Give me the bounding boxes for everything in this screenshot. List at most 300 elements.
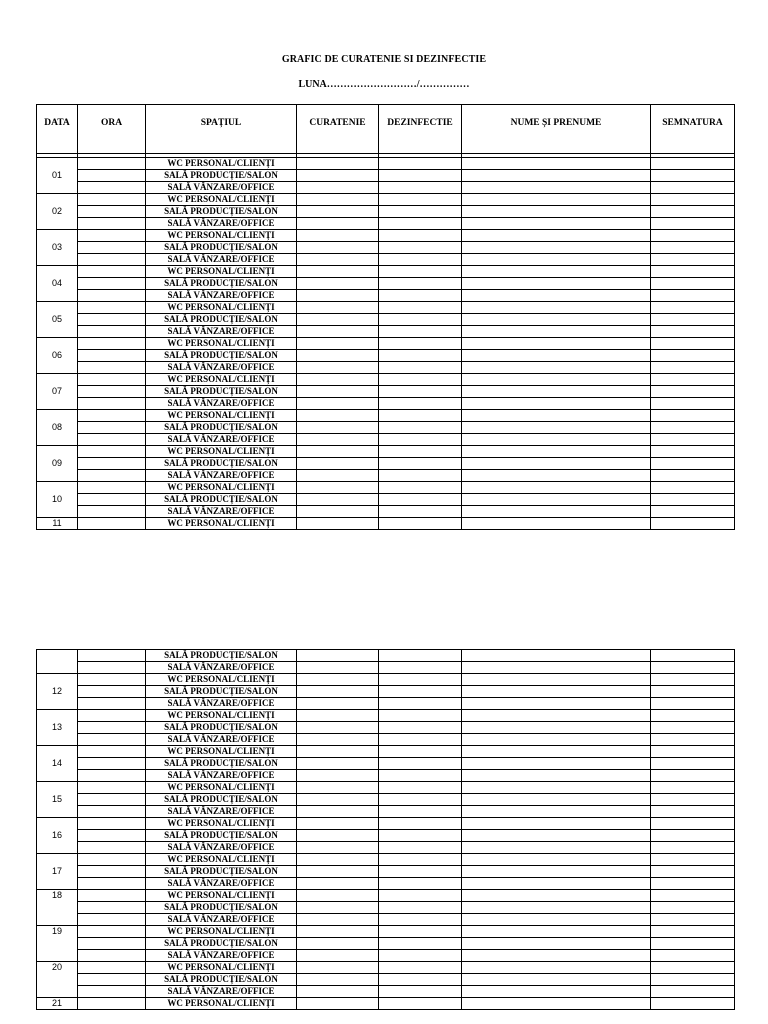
- nume-cell: [462, 710, 651, 722]
- nume-cell: [462, 398, 651, 410]
- date-cell: 02: [37, 194, 78, 230]
- nume-cell: [462, 902, 651, 914]
- semnatura-cell: [651, 350, 735, 362]
- table-row: [37, 770, 735, 782]
- dezinfectie-cell: [379, 218, 462, 230]
- nume-cell: [462, 806, 651, 818]
- dezinfectie-cell: [379, 782, 462, 794]
- ora-cell: [78, 842, 146, 854]
- space-cell: SALĂ VÂNZARE/OFFICE: [146, 182, 297, 194]
- nume-cell: [462, 206, 651, 218]
- dezinfectie-cell: [379, 374, 462, 386]
- curatenie-cell: [297, 746, 379, 758]
- table-row: [37, 938, 735, 950]
- curatenie-cell: [297, 734, 379, 746]
- ora-cell: [78, 854, 146, 866]
- dezinfectie-cell: [379, 974, 462, 986]
- space-cell: SALĂ PRODUCȚIE/SALON: [146, 794, 297, 806]
- ora-cell: [78, 482, 146, 494]
- nume-cell: [462, 686, 651, 698]
- table-row: [37, 266, 735, 278]
- dezinfectie-cell: [379, 758, 462, 770]
- ora-cell: [78, 866, 146, 878]
- table-row: [37, 482, 735, 494]
- semnatura-cell: [651, 338, 735, 350]
- header-semnatura: SEMNATURA: [651, 105, 735, 154]
- table-row: [37, 806, 735, 818]
- dezinfectie-cell: [379, 674, 462, 686]
- dezinfectie-cell: [379, 458, 462, 470]
- curatenie-cell: [297, 494, 379, 506]
- nume-cell: [462, 458, 651, 470]
- space-cell: WC PERSONAL/CLIENȚI: [146, 818, 297, 830]
- ora-cell: [78, 494, 146, 506]
- ora-cell: [78, 398, 146, 410]
- ora-cell: [78, 662, 146, 674]
- curatenie-cell: [297, 962, 379, 974]
- ora-cell: [78, 986, 146, 998]
- space-cell: WC PERSONAL/CLIENȚI: [146, 746, 297, 758]
- space-cell: WC PERSONAL/CLIENȚI: [146, 854, 297, 866]
- nume-cell: [462, 962, 651, 974]
- date-cell: 13: [37, 710, 78, 746]
- nume-cell: [462, 662, 651, 674]
- table-row: [37, 794, 735, 806]
- space-cell: WC PERSONAL/CLIENȚI: [146, 194, 297, 206]
- space-cell: WC PERSONAL/CLIENȚI: [146, 230, 297, 242]
- space-cell: WC PERSONAL/CLIENȚI: [146, 890, 297, 902]
- ora-cell: [78, 998, 146, 1010]
- curatenie-cell: [297, 842, 379, 854]
- curatenie-cell: [297, 938, 379, 950]
- curatenie-cell: [297, 314, 379, 326]
- date-cell: 04: [37, 266, 78, 302]
- nume-cell: [462, 770, 651, 782]
- space-cell: SALĂ VÂNZARE/OFFICE: [146, 698, 297, 710]
- ora-cell: [78, 722, 146, 734]
- semnatura-cell: [651, 986, 735, 998]
- nume-cell: [462, 938, 651, 950]
- nume-cell: [462, 470, 651, 482]
- semnatura-cell: [651, 302, 735, 314]
- semnatura-cell: [651, 494, 735, 506]
- dezinfectie-cell: [379, 806, 462, 818]
- space-cell: SALĂ VÂNZARE/OFFICE: [146, 914, 297, 926]
- semnatura-cell: [651, 782, 735, 794]
- space-cell: SALĂ VÂNZARE/OFFICE: [146, 434, 297, 446]
- ora-cell: [78, 878, 146, 890]
- semnatura-cell: [651, 866, 735, 878]
- curatenie-cell: [297, 686, 379, 698]
- curatenie-cell: [297, 242, 379, 254]
- nume-cell: [462, 410, 651, 422]
- space-cell: WC PERSONAL/CLIENȚI: [146, 518, 297, 530]
- space-cell: SALĂ PRODUCȚIE/SALON: [146, 902, 297, 914]
- space-cell: WC PERSONAL/CLIENȚI: [146, 674, 297, 686]
- header-ora: ORA: [78, 105, 146, 154]
- nume-cell: [462, 290, 651, 302]
- ora-cell: [78, 182, 146, 194]
- ora-cell: [78, 230, 146, 242]
- dezinfectie-cell: [379, 362, 462, 374]
- table-row: [37, 722, 735, 734]
- table-row: [37, 950, 735, 962]
- nume-cell: [462, 794, 651, 806]
- dezinfectie-cell: [379, 410, 462, 422]
- table-row: [37, 446, 735, 458]
- nume-cell: [462, 494, 651, 506]
- ora-cell: [78, 434, 146, 446]
- ora-cell: [78, 818, 146, 830]
- month-line: LUNA………………………/……………: [298, 79, 470, 90]
- space-cell: SALĂ VÂNZARE/OFFICE: [146, 326, 297, 338]
- table-row: [37, 962, 735, 974]
- curatenie-cell: [297, 350, 379, 362]
- table-row: [37, 698, 735, 710]
- table-row: [37, 818, 735, 830]
- space-cell: SALĂ PRODUCȚIE/SALON: [146, 974, 297, 986]
- space-cell: SALĂ PRODUCȚIE/SALON: [146, 314, 297, 326]
- space-cell: WC PERSONAL/CLIENȚI: [146, 962, 297, 974]
- nume-cell: [462, 734, 651, 746]
- curatenie-cell: [297, 290, 379, 302]
- date-cell: 05: [37, 302, 78, 338]
- space-cell: SALĂ PRODUCȚIE/SALON: [146, 350, 297, 362]
- curatenie-cell: [297, 974, 379, 986]
- nume-cell: [462, 674, 651, 686]
- semnatura-cell: [651, 926, 735, 938]
- semnatura-cell: [651, 410, 735, 422]
- date-cell: 17: [37, 854, 78, 890]
- space-cell: WC PERSONAL/CLIENȚI: [146, 158, 297, 170]
- dezinfectie-cell: [379, 482, 462, 494]
- semnatura-cell: [651, 266, 735, 278]
- curatenie-cell: [297, 674, 379, 686]
- curatenie-cell: [297, 710, 379, 722]
- ora-cell: [78, 290, 146, 302]
- semnatura-cell: [651, 746, 735, 758]
- space-cell: SALĂ VÂNZARE/OFFICE: [146, 362, 297, 374]
- semnatura-cell: [651, 290, 735, 302]
- table-row: [37, 518, 735, 530]
- space-cell: SALĂ PRODUCȚIE/SALON: [146, 242, 297, 254]
- semnatura-cell: [651, 794, 735, 806]
- dezinfectie-cell: [379, 650, 462, 662]
- space-cell: SALĂ VÂNZARE/OFFICE: [146, 950, 297, 962]
- table-row: [37, 674, 735, 686]
- space-cell: WC PERSONAL/CLIENȚI: [146, 302, 297, 314]
- dezinfectie-cell: [379, 242, 462, 254]
- nume-cell: [462, 194, 651, 206]
- semnatura-cell: [651, 722, 735, 734]
- dezinfectie-cell: [379, 422, 462, 434]
- table-row: [37, 782, 735, 794]
- table-row: [37, 662, 735, 674]
- space-cell: SALĂ VÂNZARE/OFFICE: [146, 506, 297, 518]
- ora-cell: [78, 518, 146, 530]
- curatenie-cell: [297, 650, 379, 662]
- semnatura-cell: [651, 482, 735, 494]
- cleaning-table-page-2: [36, 649, 735, 1010]
- semnatura-cell: [651, 230, 735, 242]
- date-cell: 20: [37, 962, 78, 998]
- ora-cell: [78, 770, 146, 782]
- dezinfectie-cell: [379, 890, 462, 902]
- space-cell: SALĂ PRODUCȚIE/SALON: [146, 938, 297, 950]
- curatenie-cell: [297, 878, 379, 890]
- dezinfectie-cell: [379, 350, 462, 362]
- table-row: [37, 902, 735, 914]
- ora-cell: [78, 206, 146, 218]
- table-row: [37, 842, 735, 854]
- semnatura-cell: [651, 506, 735, 518]
- dezinfectie-cell: [379, 398, 462, 410]
- semnatura-cell: [651, 962, 735, 974]
- curatenie-cell: [297, 662, 379, 674]
- table-row: [37, 866, 735, 878]
- dezinfectie-cell: [379, 194, 462, 206]
- ora-cell: [78, 302, 146, 314]
- table-row: [37, 974, 735, 986]
- table-row: [37, 410, 735, 422]
- space-cell: SALĂ VÂNZARE/OFFICE: [146, 254, 297, 266]
- date-cell: 21: [37, 998, 78, 1010]
- nume-cell: [462, 746, 651, 758]
- semnatura-cell: [651, 950, 735, 962]
- ora-cell: [78, 926, 146, 938]
- nume-cell: [462, 974, 651, 986]
- header-nume-prenume: NUME ȘI PRENUME: [462, 105, 651, 154]
- semnatura-cell: [651, 686, 735, 698]
- space-cell: SALĂ PRODUCȚIE/SALON: [146, 422, 297, 434]
- date-cell: [37, 650, 78, 674]
- space-cell: SALĂ VÂNZARE/OFFICE: [146, 878, 297, 890]
- space-cell: SALĂ PRODUCȚIE/SALON: [146, 170, 297, 182]
- curatenie-cell: [297, 998, 379, 1010]
- curatenie-cell: [297, 770, 379, 782]
- space-cell: SALĂ VÂNZARE/OFFICE: [146, 398, 297, 410]
- table-row: [37, 386, 735, 398]
- nume-cell: [462, 998, 651, 1010]
- curatenie-cell: [297, 446, 379, 458]
- semnatura-cell: [651, 974, 735, 986]
- nume-cell: [462, 950, 651, 962]
- curatenie-cell: [297, 950, 379, 962]
- curatenie-cell: [297, 386, 379, 398]
- table-row: [37, 830, 735, 842]
- curatenie-cell: [297, 482, 379, 494]
- ora-cell: [78, 254, 146, 266]
- curatenie-cell: [297, 782, 379, 794]
- semnatura-cell: [651, 854, 735, 866]
- ora-cell: [78, 686, 146, 698]
- curatenie-cell: [297, 434, 379, 446]
- table-row: [37, 878, 735, 890]
- ora-cell: [78, 734, 146, 746]
- nume-cell: [462, 434, 651, 446]
- dezinfectie-cell: [379, 710, 462, 722]
- semnatura-cell: [651, 998, 735, 1010]
- cleaning-table-page-1: [36, 104, 735, 530]
- table-row: [37, 218, 735, 230]
- curatenie-cell: [297, 698, 379, 710]
- space-cell: WC PERSONAL/CLIENȚI: [146, 410, 297, 422]
- dezinfectie-cell: [379, 998, 462, 1010]
- curatenie-cell: [297, 986, 379, 998]
- ora-cell: [78, 194, 146, 206]
- curatenie-cell: [297, 302, 379, 314]
- table-row: [37, 494, 735, 506]
- nume-cell: [462, 158, 651, 170]
- dezinfectie-cell: [379, 254, 462, 266]
- nume-cell: [462, 266, 651, 278]
- ora-cell: [78, 746, 146, 758]
- nume-cell: [462, 362, 651, 374]
- curatenie-cell: [297, 182, 379, 194]
- nume-cell: [462, 314, 651, 326]
- semnatura-cell: [651, 470, 735, 482]
- table-row: [37, 182, 735, 194]
- nume-cell: [462, 878, 651, 890]
- header-data: DATA: [37, 105, 78, 154]
- dezinfectie-cell: [379, 494, 462, 506]
- dezinfectie-cell: [379, 158, 462, 170]
- dezinfectie-cell: [379, 182, 462, 194]
- nume-cell: [462, 338, 651, 350]
- dezinfectie-cell: [379, 818, 462, 830]
- nume-cell: [462, 218, 651, 230]
- ora-cell: [78, 962, 146, 974]
- table-row: [37, 758, 735, 770]
- space-cell: WC PERSONAL/CLIENȚI: [146, 266, 297, 278]
- semnatura-cell: [651, 674, 735, 686]
- space-cell: SALĂ VÂNZARE/OFFICE: [146, 770, 297, 782]
- space-cell: SALĂ PRODUCȚIE/SALON: [146, 758, 297, 770]
- date-cell: 06: [37, 338, 78, 374]
- nume-cell: [462, 914, 651, 926]
- space-cell: SALĂ PRODUCȚIE/SALON: [146, 722, 297, 734]
- space-cell: SALĂ PRODUCȚIE/SALON: [146, 278, 297, 290]
- dezinfectie-cell: [379, 722, 462, 734]
- semnatura-cell: [651, 758, 735, 770]
- ora-cell: [78, 158, 146, 170]
- header-dezinfectie: DEZINFECTIE: [379, 105, 462, 154]
- semnatura-cell: [651, 734, 735, 746]
- curatenie-cell: [297, 506, 379, 518]
- table-row: [37, 242, 735, 254]
- space-cell: SALĂ PRODUCȚIE/SALON: [146, 686, 297, 698]
- semnatura-cell: [651, 242, 735, 254]
- semnatura-cell: [651, 770, 735, 782]
- dezinfectie-cell: [379, 230, 462, 242]
- curatenie-cell: [297, 410, 379, 422]
- ora-cell: [78, 422, 146, 434]
- date-cell: 10: [37, 482, 78, 518]
- curatenie-cell: [297, 398, 379, 410]
- nume-cell: [462, 650, 651, 662]
- curatenie-cell: [297, 914, 379, 926]
- ora-cell: [78, 794, 146, 806]
- table-row: [37, 350, 735, 362]
- dezinfectie-cell: [379, 926, 462, 938]
- nume-cell: [462, 782, 651, 794]
- table-row: [37, 326, 735, 338]
- table-row: [37, 254, 735, 266]
- nume-cell: [462, 818, 651, 830]
- ora-cell: [78, 698, 146, 710]
- ora-cell: [78, 326, 146, 338]
- dezinfectie-cell: [379, 686, 462, 698]
- table-row: [37, 374, 735, 386]
- semnatura-cell: [651, 458, 735, 470]
- dezinfectie-cell: [379, 386, 462, 398]
- nume-cell: [462, 482, 651, 494]
- dezinfectie-cell: [379, 866, 462, 878]
- ora-cell: [78, 806, 146, 818]
- curatenie-cell: [297, 374, 379, 386]
- table-row: [37, 710, 735, 722]
- space-cell: WC PERSONAL/CLIENȚI: [146, 338, 297, 350]
- semnatura-cell: [651, 362, 735, 374]
- semnatura-cell: [651, 890, 735, 902]
- table-row: [37, 230, 735, 242]
- document-title: GRAFIC DE CURATENIE SI DEZINFECTIE: [281, 54, 487, 65]
- nume-cell: [462, 422, 651, 434]
- dezinfectie-cell: [379, 278, 462, 290]
- table-row: [37, 686, 735, 698]
- semnatura-cell: [651, 446, 735, 458]
- nume-cell: [462, 326, 651, 338]
- semnatura-cell: [651, 710, 735, 722]
- semnatura-cell: [651, 158, 735, 170]
- space-cell: SALĂ VÂNZARE/OFFICE: [146, 806, 297, 818]
- date-cell: 07: [37, 374, 78, 410]
- space-cell: WC PERSONAL/CLIENȚI: [146, 482, 297, 494]
- space-cell: SALĂ VÂNZARE/OFFICE: [146, 986, 297, 998]
- curatenie-cell: [297, 170, 379, 182]
- ora-cell: [78, 902, 146, 914]
- dezinfectie-cell: [379, 854, 462, 866]
- space-cell: SALĂ VÂNZARE/OFFICE: [146, 218, 297, 230]
- curatenie-cell: [297, 722, 379, 734]
- dezinfectie-cell: [379, 794, 462, 806]
- space-cell: WC PERSONAL/CLIENȚI: [146, 782, 297, 794]
- dezinfectie-cell: [379, 302, 462, 314]
- nume-cell: [462, 506, 651, 518]
- dezinfectie-cell: [379, 326, 462, 338]
- table-row: [37, 206, 735, 218]
- table-row: [37, 650, 735, 662]
- ora-cell: [78, 758, 146, 770]
- semnatura-cell: [651, 650, 735, 662]
- ora-cell: [78, 410, 146, 422]
- dezinfectie-cell: [379, 962, 462, 974]
- nume-cell: [462, 830, 651, 842]
- nume-cell: [462, 866, 651, 878]
- semnatura-cell: [651, 254, 735, 266]
- space-cell: WC PERSONAL/CLIENȚI: [146, 998, 297, 1010]
- dezinfectie-cell: [379, 470, 462, 482]
- semnatura-cell: [651, 830, 735, 842]
- table-row: [37, 338, 735, 350]
- table-row: [37, 926, 735, 938]
- table-row: [37, 422, 735, 434]
- table-row: [37, 194, 735, 206]
- curatenie-cell: [297, 830, 379, 842]
- nume-cell: [462, 230, 651, 242]
- space-cell: SALĂ VÂNZARE/OFFICE: [146, 290, 297, 302]
- semnatura-cell: [651, 818, 735, 830]
